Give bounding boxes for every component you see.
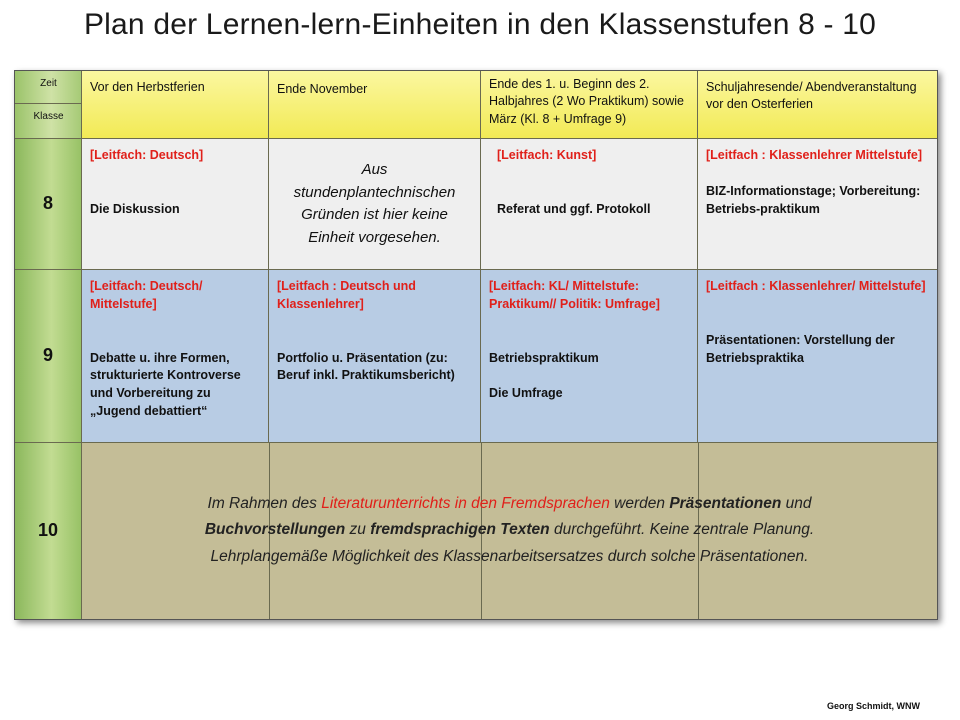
cell-8-november: Aus stundenplantechnischen Gründen ist hier keine Einheit vorgesehen. [269, 139, 481, 270]
leitfach-label: [Leitfach: KL/ Mittelstufe: Praktikum// Politik: Umfrage] [489, 279, 660, 311]
plan-table [14, 70, 938, 620]
cell-9-november [269, 270, 481, 443]
unit-text: BIZ-Informationstage; Vorbereitung: Betriebs-praktikum [706, 183, 921, 216]
leitfach-label: [Leitfach : Deutsch und Klassenlehrer] [277, 279, 416, 311]
leitfach-label: [Leitfach : Klassenlehrer Mittelstufe] [706, 148, 923, 162]
leitfach-label: [Leitfach : Klassenlehrer/ Mittelstufe] [706, 279, 926, 293]
header-col-halbjahr: Ende des 1. u. Beginn des 2. Halbjahres (2 Wo Praktikum) sowie März (Kl. 8 + Umfrage 9) [481, 71, 698, 139]
row-label-10: 10 [15, 443, 82, 619]
corner-cell [15, 71, 82, 139]
leitfach-label: [Leitfach: Deutsch/ Mittelstufe] [90, 279, 203, 311]
header-col-november: Ende November [269, 71, 481, 139]
unit-text: Portfolio u. Präsentation (zu: Beruf inkl. Praktikumsbericht) [277, 350, 455, 383]
leitfach-label: [Leitfach: Deutsch] [90, 148, 204, 162]
row-10-text: Im Rahmen des Literaturunterrichts in den Fremdsprachen werden Präsentationen und Buchvorstellungen zu fremdsprachigen Texten durchgeführt. Keine zentrale Planung. Lehrplangemäße Möglichkeit des Klassenarbeitsersatzes durch solche Präsentationen. [204, 495, 815, 565]
cell-9-herbstferien [82, 270, 269, 443]
header-col-herbstferien: Vor den Herbstferien [82, 71, 269, 139]
unit-text: Debatte u. ihre Formen, strukturierte Kontroverse und Vorbereitung zu „Jugend debattiert“ [90, 350, 241, 418]
unit-text: Die Diskussion [90, 201, 180, 216]
klasse-label: Klasse [33, 111, 64, 122]
row-label-9: 9 [15, 270, 82, 443]
highlight-literatur: Literaturunterrichts in den Fremdsprachen [321, 495, 610, 512]
unit-text: Betriebspraktikum [489, 350, 599, 365]
unit-text: Präsentationen: Vorstellung der Betriebspraktika [706, 332, 895, 365]
cell-9-halbjahr [481, 270, 698, 443]
page-title: Plan der Lernen-lern-Einheiten in den Klassenstufen 8 - 10 [83, 8, 877, 41]
author-footer: Georg Schmidt, WNW [827, 701, 920, 711]
row-label-8: 8 [15, 139, 82, 270]
unit-text: Die Umfrage [489, 386, 563, 401]
unit-text: Referat und ggf. Protokoll [497, 201, 651, 216]
header-col-schuljahresende: Schuljahresende/ Abendveranstaltung vor den Osterferien [698, 71, 937, 139]
cell-8-halbjahr [481, 139, 698, 270]
cell-9-schuljahresende [698, 270, 937, 443]
zeit-label: Zeit [40, 78, 57, 89]
cell-8-schuljahresende [698, 139, 937, 270]
cell-8-herbstferien [82, 139, 269, 270]
leitfach-label: [Leitfach: Kunst] [497, 148, 597, 162]
